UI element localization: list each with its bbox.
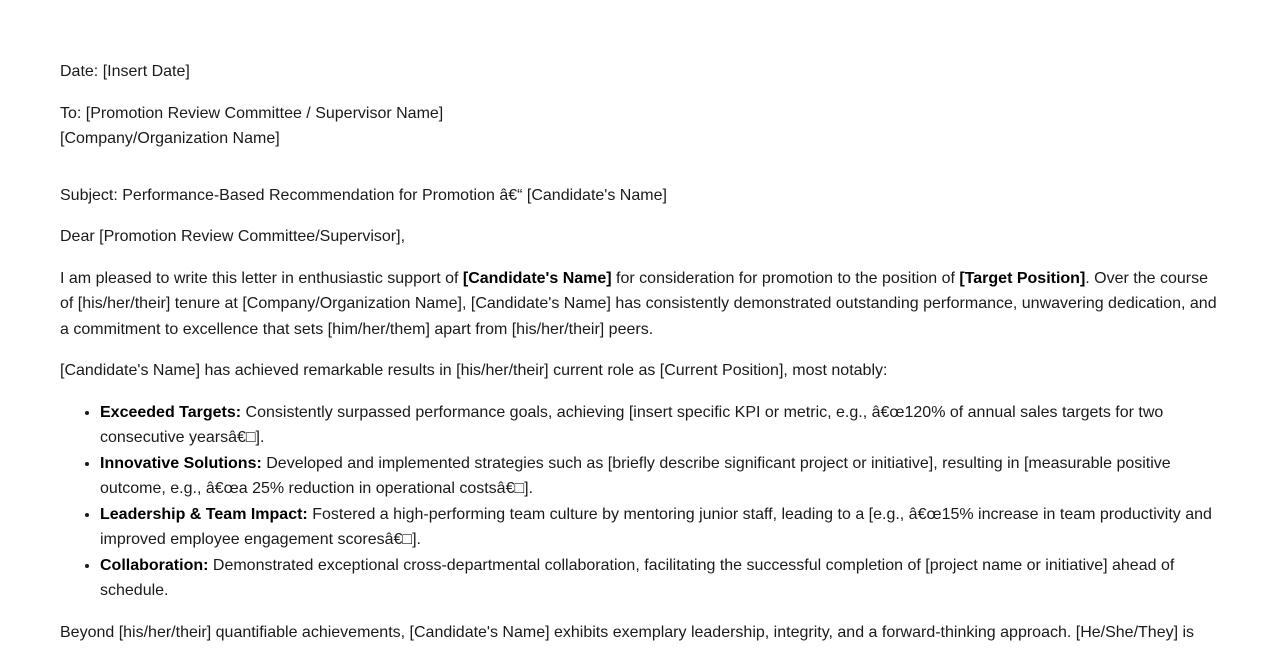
closing-paragraph: Beyond [his/her/their] quantifiable achievements, [Candidate's Name] exhibits exemplary leadership, integrity, and a forward-thinking approach. [He/She/They] is: [60, 623, 1195, 641]
achievement-text: Developed and implemented strategies such as [briefly describe significant project or initiative], resulting in [measurable positive outcome, e.g., â€œa 25% reduction in operational costsâ€□].: [100, 454, 1171, 497]
achievement-title: Innovative Solutions:: [100, 454, 262, 472]
achievement-text: Consistently surpassed performance goals, achieving [insert specific KPI or metric, e.g., â€œ120% of annual sales targets for two consecutive yearsâ€□].: [100, 403, 1164, 446]
salutation: Dear [Promotion Review Committee/Supervisor],: [60, 228, 406, 245]
achievement-title: Leadership & Team Impact:: [100, 505, 308, 523]
recipient-line: To: [Promotion Review Committee / Supervisor Name]: [60, 104, 444, 122]
intro-text-1: I am pleased to write this letter in enthusiastic support of: [60, 269, 463, 287]
intro-text-3: . Over the course of [his/her/their] tenure at [Company/Organization Name], [Candidate's Name] has consistently demonstrated outstanding performance, unwavering dedication, and a commitment to excellence that sets [him/her/them] apart from [his/her/their] peers.: [60, 269, 1217, 338]
achievement-title: Exceeded Targets:: [100, 403, 242, 421]
subject-line: Subject: Performance-Based Recommendation for Promotion â€“ [Candidate's Name]: [60, 186, 667, 204]
date-line: Date: [Insert Date]: [60, 63, 190, 80]
intro-text-2: for consideration for promotion to the position of: [611, 269, 960, 287]
list-item: [100, 400, 1220, 451]
intro-paragraph: [60, 266, 1220, 343]
achievements-list: [60, 400, 1220, 604]
achievement-title: Collaboration:: [100, 556, 209, 574]
organization-line: [Company/Organization Name]: [60, 130, 280, 147]
results-intro: [Candidate's Name] has achieved remarkable results in [his/her/their] current role as [Current Position], most notably:: [60, 362, 888, 379]
list-item: [100, 553, 1220, 604]
achievement-text: Fostered a high-performing team culture by mentoring junior staff, leading to a [e.g., â€œ15% increase in team productivity and improved employee engagement scoresâ€□].: [100, 505, 1212, 548]
list-item: [100, 502, 1220, 553]
candidate-name: [Candidate's Name]: [462, 269, 612, 287]
list-item: [100, 451, 1220, 502]
achievement-text: Demonstrated exceptional cross-departmental collaboration, facilitating the successful completion of [project name or initiative] ahead of schedule.: [100, 556, 1175, 599]
recipient-address: [60, 101, 1220, 152]
target-position: [Target Position]: [959, 269, 1086, 287]
